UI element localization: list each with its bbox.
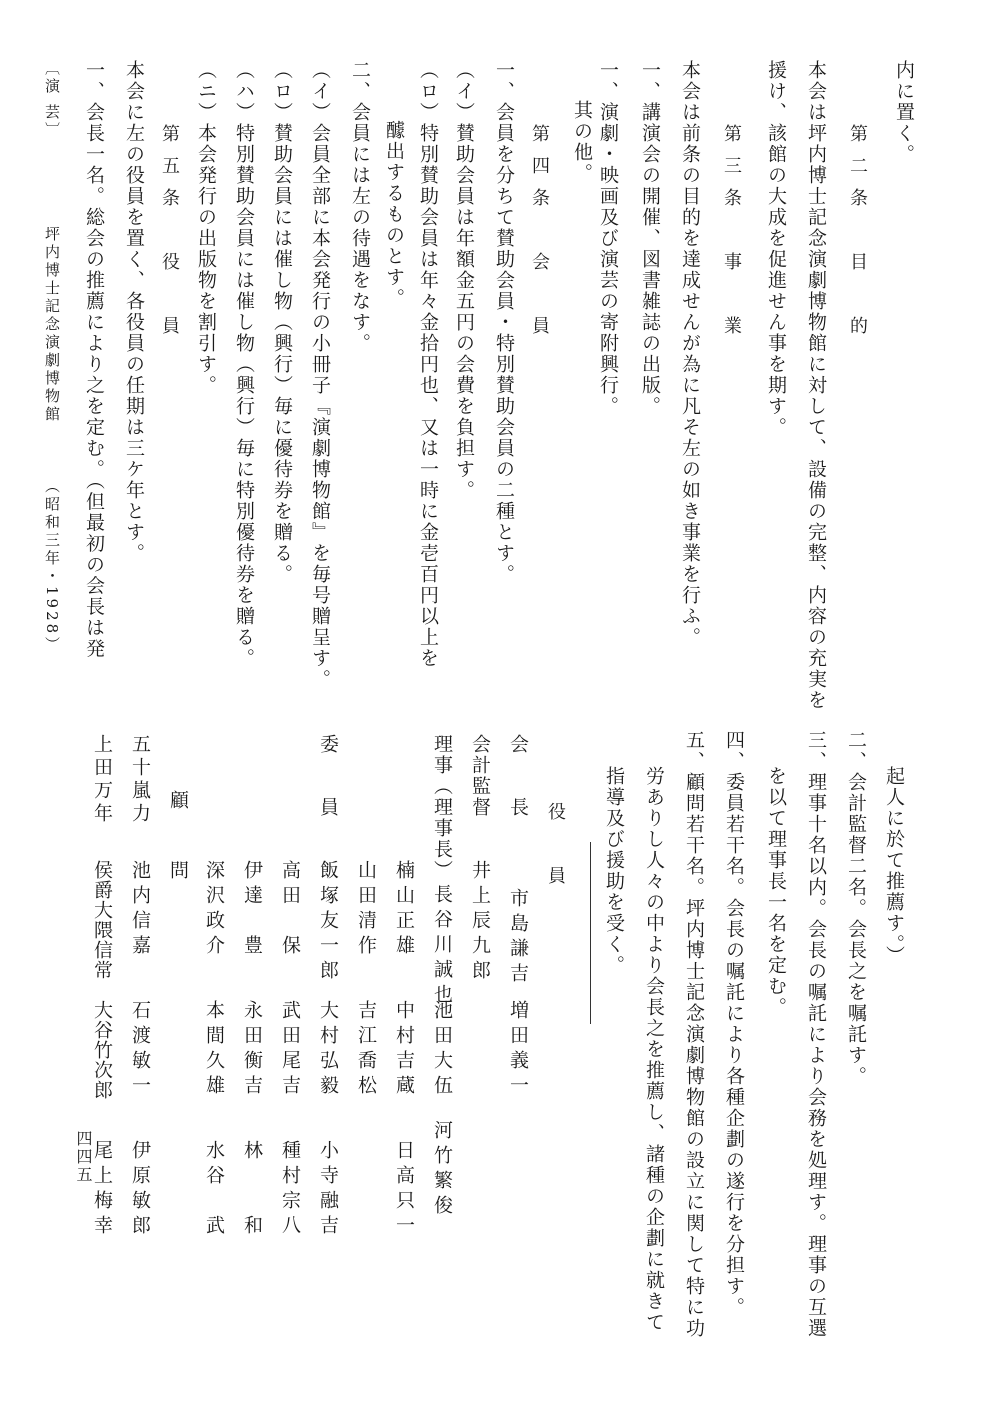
officer-name: 本間久雄	[203, 1000, 225, 1100]
list-item: 二、会計監督二名。会長之を嘱託す。	[845, 730, 867, 1087]
text-column: 其の他。	[571, 100, 593, 184]
officer-name: 永田衡吉	[241, 1000, 263, 1100]
officer-name: 山田清作	[355, 860, 377, 960]
officer-name: 深沢政介	[203, 860, 225, 960]
text-column: 本会に左の役員を置く、各役員の任期は三ケ年とす。	[123, 60, 145, 564]
list-item: 五、顧問若干名。坪内博士記念演劇博物館の設立に関して特に功	[683, 730, 705, 1339]
role-label-president: 会 長	[507, 734, 529, 818]
officer-name: 五十嵐力	[129, 734, 151, 826]
article-heading: 第四条 会 員	[529, 124, 550, 348]
source-label: 〔演 芸〕	[43, 60, 61, 140]
officer-name: 中村吉蔵	[393, 1000, 415, 1100]
officer-name: 河竹繁俊	[431, 1120, 453, 1220]
officer-name: 水谷 武	[203, 1140, 225, 1240]
officer-name: 市島謙吉	[507, 888, 529, 988]
list-item: （ハ）特別賛助会員には催し物（興行）毎に特別優待券を贈る。	[233, 60, 255, 669]
officer-name: 尾上梅幸	[91, 1140, 113, 1240]
role-label-committee: 委 員	[317, 734, 339, 818]
text-column: 指導及び援助を受く。	[603, 766, 625, 976]
text-column: を以て理事長一名を定む。	[765, 766, 787, 1018]
officer-name: 種村宗八	[279, 1140, 301, 1240]
article-heading: 第三条 事 業	[721, 124, 742, 348]
role-label-advisor: 顧 問	[167, 790, 189, 895]
text-column: 内に置く。	[893, 60, 915, 165]
list-item: 一、会員を分ちて賛助会員・特別賛助会員の二種とす。	[493, 60, 515, 585]
list-item: 一、会長一名。総会の推薦により之を定む。（但最初の会長は発	[83, 60, 105, 660]
list-item: （ロ）賛助会員には催し物（興行）毎に優待券を贈る。	[271, 60, 293, 585]
page-number: 四四五	[74, 1130, 93, 1184]
officer-name: 武田尾吉	[279, 1000, 301, 1100]
officer-name: 池内信嘉	[129, 860, 151, 960]
officer-name: 林 和	[241, 1140, 263, 1240]
article-heading: 第二条 目 的	[847, 124, 868, 348]
text-column: 本会は前条の目的を達成せんが為に凡そ左の如き事業を行ふ。	[679, 60, 701, 648]
divider-line	[590, 842, 591, 1024]
source-year: （昭和三年・1928）	[43, 478, 61, 655]
text-column: 醵出するものとす。	[383, 120, 405, 309]
officer-name: 上田万年	[91, 734, 113, 826]
officer-name: 長谷川誠也	[431, 884, 453, 1009]
role-label-auditor: 会計監督	[469, 734, 491, 818]
officer-name: 石渡敏一	[129, 1000, 151, 1100]
officers-heading: 役 員	[545, 802, 566, 898]
list-item: （ニ）本会発行の出版物を割引す。	[195, 60, 217, 396]
officer-name: 増田義一	[507, 1000, 529, 1100]
list-item: 一、講演会の開催、図書雑誌の出版。	[639, 60, 661, 417]
officer-name: 楠山正雄	[393, 860, 415, 960]
officer-name: 池田大伍	[431, 1000, 453, 1100]
list-item: 一、演劇・映画及び演芸の寄附興行。	[597, 60, 619, 417]
list-item: 三、理事十名以内。会長の嘱託により会務を処理す。理事の互選	[805, 730, 827, 1339]
officer-name: 大村弘毅	[317, 1000, 339, 1100]
officer-name: 大谷竹次郎	[91, 1000, 113, 1100]
source-title: 坪内博士記念演劇博物館	[43, 226, 61, 424]
officer-name: 高田 保	[279, 860, 301, 960]
officer-name: 小寺融吉	[317, 1140, 339, 1240]
officer-name: 日高只一	[393, 1140, 415, 1240]
text-column: 援け、該館の大成を促進せん事を期す。	[765, 60, 787, 438]
officer-name: 飯塚友一郎	[317, 860, 339, 985]
officer-name: 吉江喬松	[355, 1000, 377, 1100]
list-item: 四、委員若干名。会長の嘱託により各種企劃の遂行を分担す。	[723, 730, 745, 1318]
role-label-director: 理事（理事長）	[431, 734, 453, 881]
article-heading: 第五条 役 員	[159, 124, 180, 348]
officer-name: 侯爵大隈信常	[91, 860, 113, 980]
officer-name: 伊原敏郎	[129, 1140, 151, 1240]
list-item: （イ）会員全部に本会発行の小冊子『演劇博物館』を毎号贈呈す。	[309, 60, 331, 690]
text-column: 起人に於て推薦す。）	[883, 766, 905, 967]
list-item: （イ）賛助会員は年額金五円の会費を負担す。	[453, 60, 475, 501]
text-column: 労ありし人々の中より会長之を推薦し、諸種の企劃に就きて	[643, 766, 665, 1333]
text-column: 本会は坪内博士記念演劇博物館に対して、設備の完整、内容の充実を	[805, 60, 827, 711]
officer-name: 井上辰九郎	[469, 860, 491, 985]
list-item: 二、会員には左の待遇をなす。	[349, 60, 371, 354]
list-item: （ロ）特別賛助会員は年々金拾円也、又は一時に金壱百円以上を	[417, 60, 439, 669]
officer-name: 伊達 豊	[241, 860, 263, 960]
